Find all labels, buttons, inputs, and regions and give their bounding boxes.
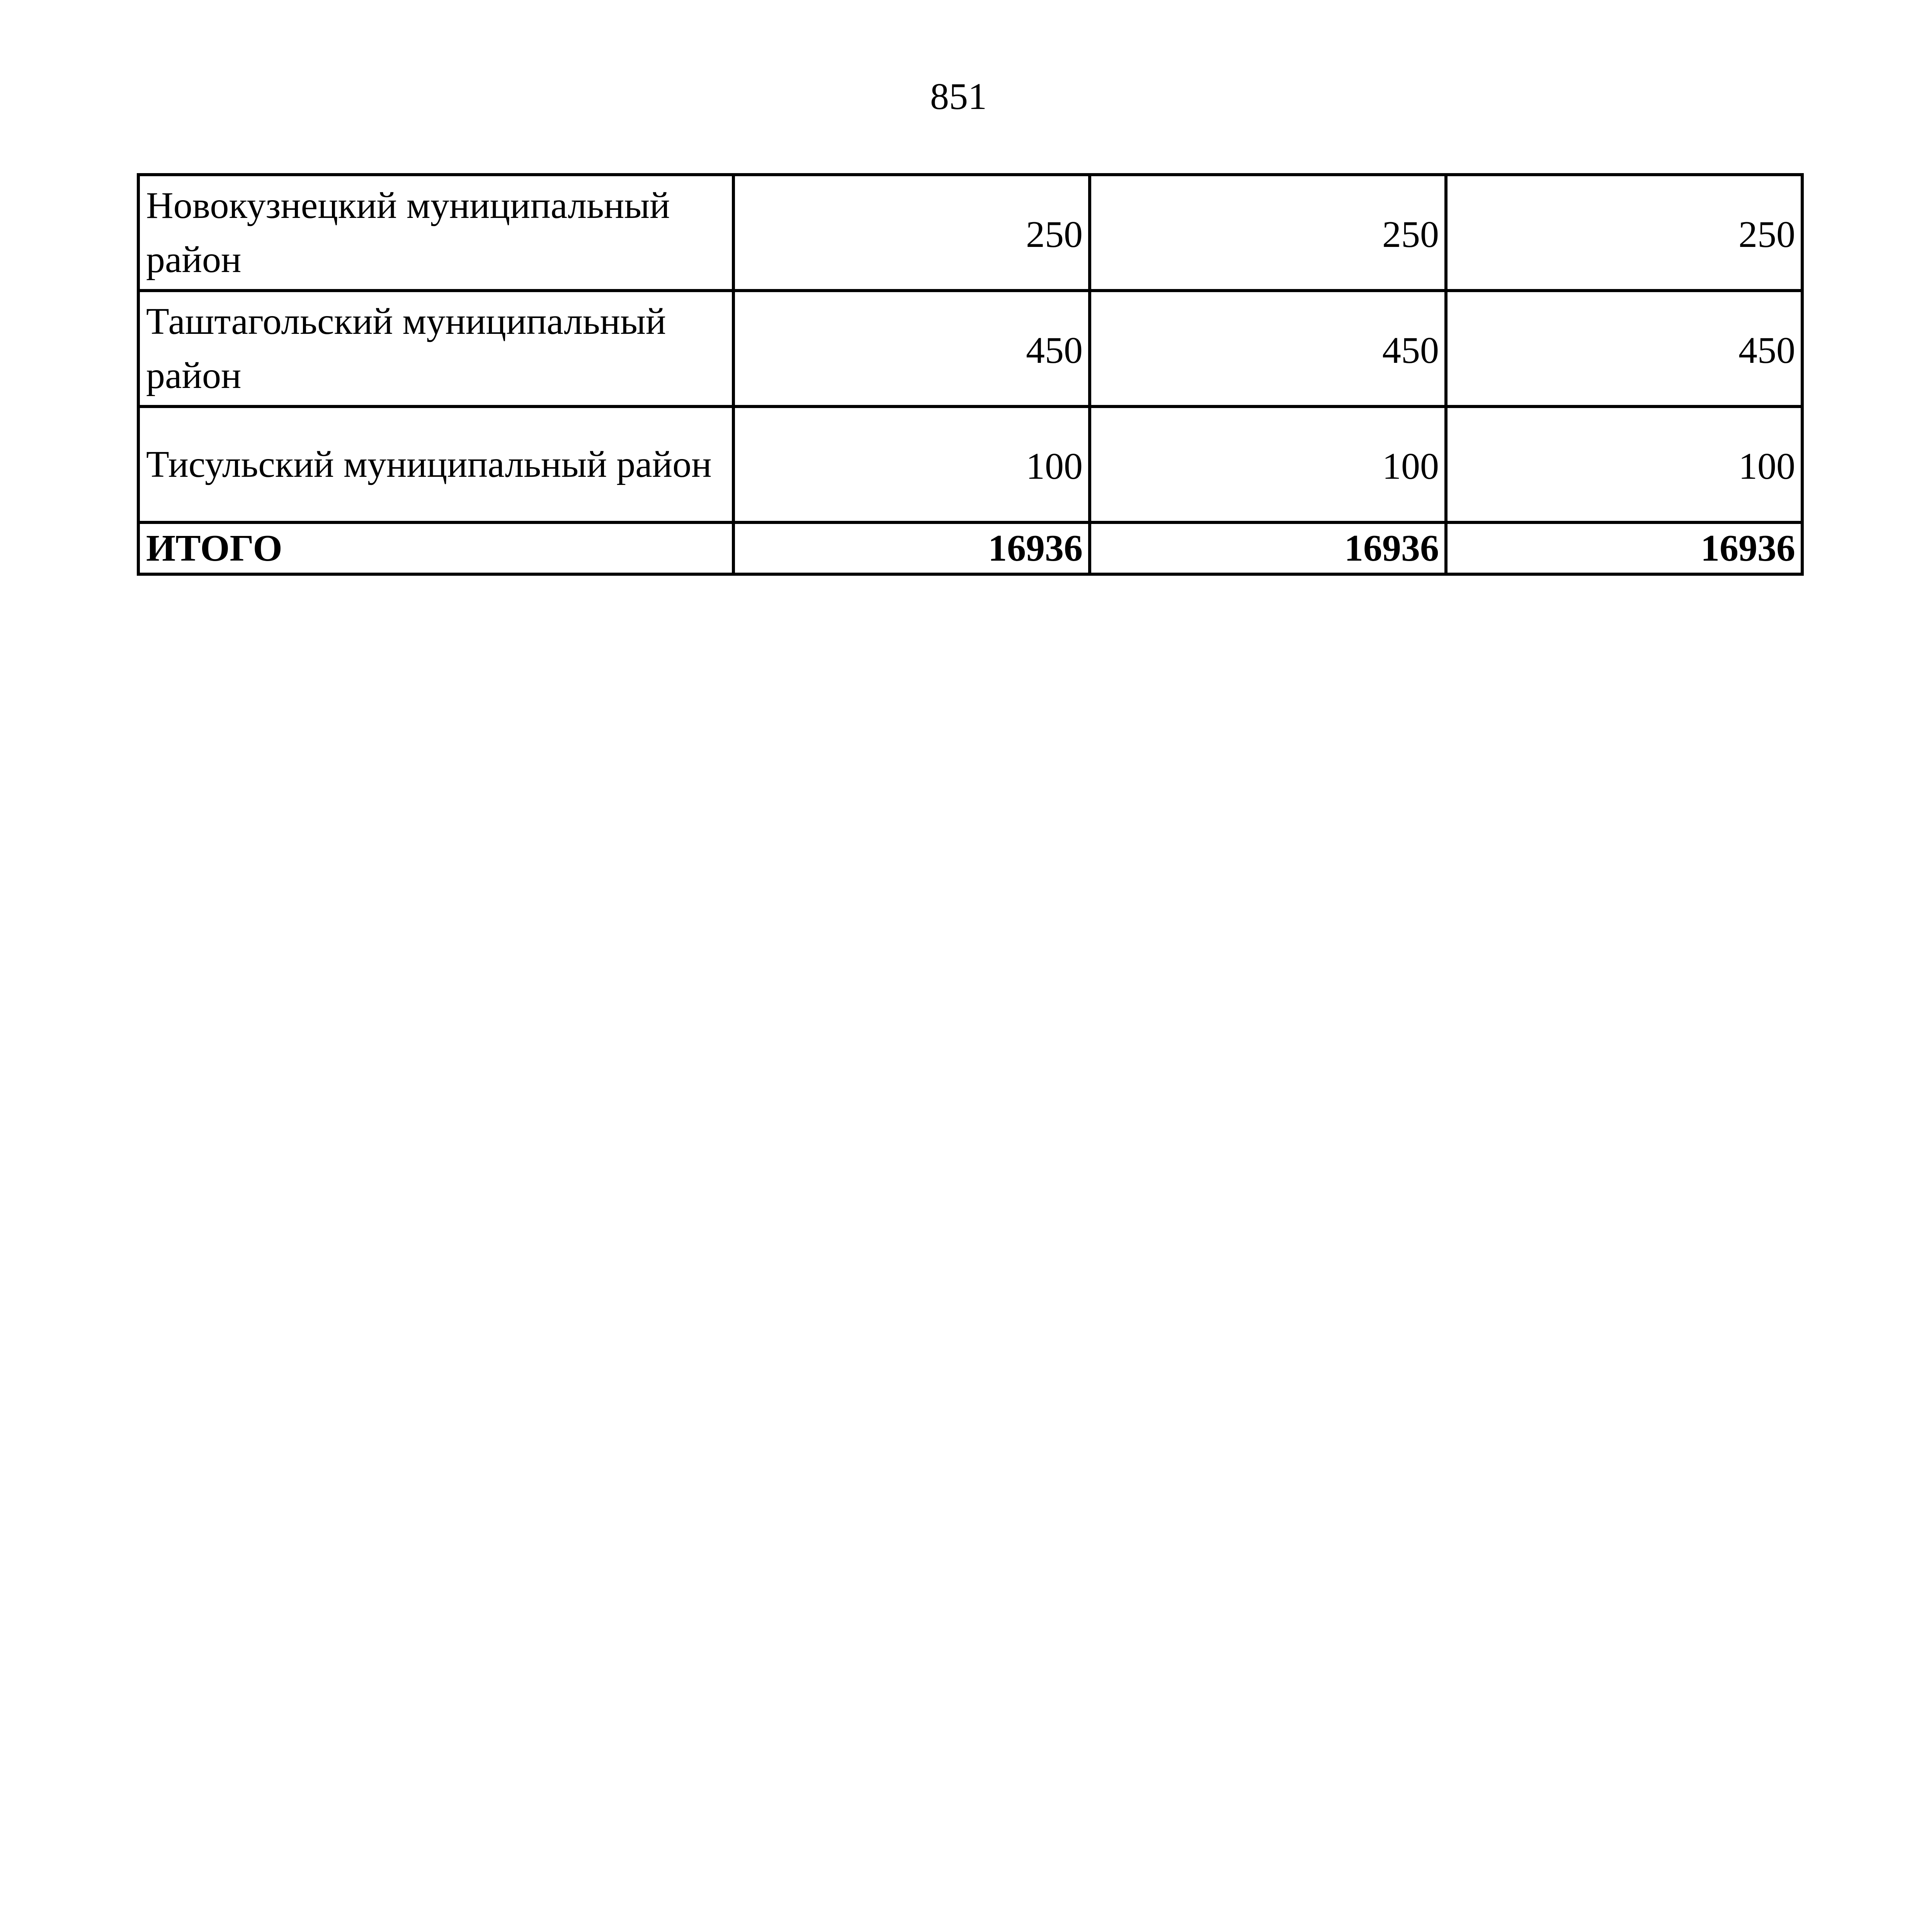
value-cell: 450 <box>1446 291 1802 406</box>
table-row <box>138 175 1802 291</box>
page-number: 851 <box>930 76 987 117</box>
district-name-cell: Тисульский муниципальный район <box>138 406 733 522</box>
value-cell: 100 <box>1446 406 1802 522</box>
district-name-cell: Таштагольский муниципальный район <box>138 291 733 406</box>
value-cell: 250 <box>1090 175 1446 291</box>
total-value-cell: 16936 <box>1090 522 1446 574</box>
district-name-cell: Новокузнецкий муниципальный район <box>138 175 733 291</box>
value-cell: 450 <box>1090 291 1446 406</box>
table-row <box>138 291 1802 406</box>
value-cell: 100 <box>733 406 1090 522</box>
table-row <box>138 406 1802 522</box>
value-cell: 100 <box>1090 406 1446 522</box>
allocation-table <box>137 173 1804 576</box>
value-cell: 450 <box>733 291 1090 406</box>
total-value-cell: 16936 <box>1446 522 1802 574</box>
value-cell: 250 <box>733 175 1090 291</box>
total-label-cell: ИТОГО <box>138 522 733 574</box>
value-cell: 250 <box>1446 175 1802 291</box>
total-value-cell: 16936 <box>733 522 1090 574</box>
total-row <box>138 522 1802 574</box>
